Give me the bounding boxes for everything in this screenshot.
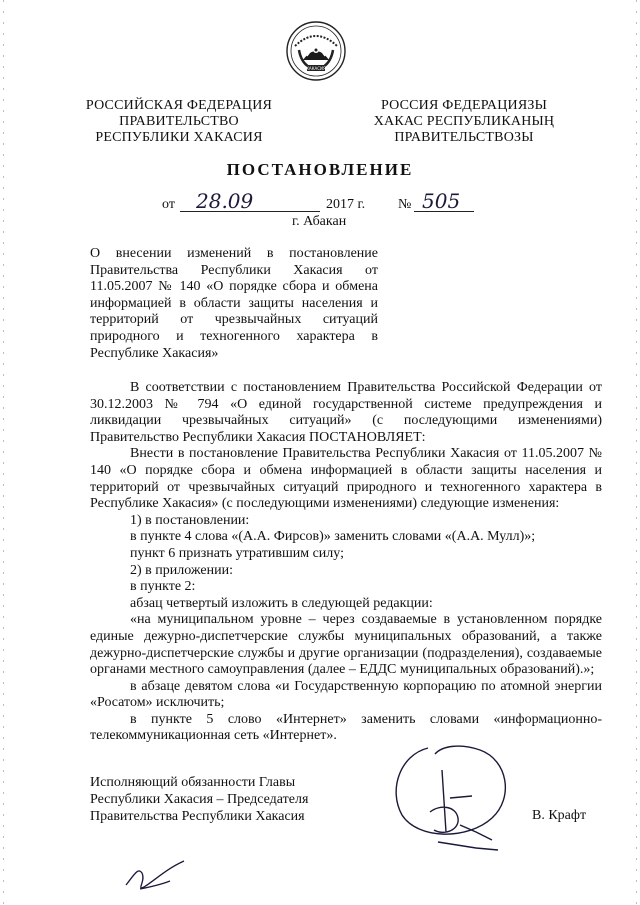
body-paragraph: пункт 6 признать утратившим силу; bbox=[130, 545, 344, 561]
header-right bbox=[358, 98, 570, 146]
handwritten-number: 505 bbox=[422, 189, 461, 213]
city: г. Абакан bbox=[292, 214, 347, 229]
body-paragraph: в абзаце девятом слова «и Государственную корпорацию по атомной энергии «Росатом» исключить; bbox=[90, 678, 602, 711]
body-paragraph: абзац четвертый изложить в следующей редакции: bbox=[130, 595, 433, 611]
signatory-line1: Исполняющий обязанности Главы bbox=[90, 775, 296, 790]
header-left bbox=[78, 98, 280, 146]
year-label: 2017 г. bbox=[326, 197, 366, 212]
signatory-line3: Правительства Республики Хакасия bbox=[90, 809, 305, 824]
body-paragraph: в пункте 5 слово «Интернет» заменить словами «информационно-телекоммуникационная сеть «Интернет». bbox=[90, 711, 602, 744]
body-paragraph: В соответствии с постановлением Правительства Российской Федерации от 30.12.2003 № 794 «О единой государственной системе предупреждения и ликвидации чрезвычайных ситуаций» (с последующими изменениями) Правительство Республики Хакасия ПОСТАНОВЛЯЕТ: bbox=[90, 380, 602, 445]
signatory-title bbox=[90, 774, 350, 825]
scan-edge-right bbox=[635, 0, 638, 905]
emblem-motto: ХАКАСИЯ bbox=[306, 66, 326, 71]
body-paragraph: в пункте 4 слова «(А.А. Фирсов)» заменить словами «(А.А. Мулл)»; bbox=[130, 529, 536, 545]
body-paragraph: в пункте 2: bbox=[130, 579, 196, 595]
header-left-line3: РЕСПУБЛИКИ ХАКАСИЯ bbox=[95, 130, 263, 145]
body-text bbox=[90, 380, 602, 745]
header-right-line3: ПРАВИТЕЛЬСТВОЗЫ bbox=[394, 130, 534, 145]
number-label: № bbox=[398, 197, 412, 212]
body-paragraph: 1) в постановлении: bbox=[130, 512, 250, 528]
number-line bbox=[0, 189, 640, 215]
header-left-line1: РОССИЙСКАЯ ФЕДЕРАЦИЯ bbox=[85, 98, 273, 113]
signatory-name: В. Крафт bbox=[532, 808, 587, 823]
from-label: от bbox=[162, 197, 175, 212]
body-paragraph: 2) в приложении: bbox=[130, 562, 233, 578]
subject-text: О внесении изменений в постановление Правительства Республики Хакасия от 11.05.2007 № 140 «О порядке сбора и обмена информацией в области защиты населения и территорий от чрезвычайных ситуаций природного и техногенного характера в Республике Хакасия» bbox=[90, 246, 378, 361]
handwritten-date: 28.09 bbox=[196, 189, 254, 213]
scan-edge-left bbox=[2, 0, 5, 905]
body-paragraph: «на муниципальном уровне – через создаваемые в установленном порядке единые дежурно-диспетчерские службы муниципальных образований, а также дежурно-диспетчерские службы и другие организации (подразделения), создаваемые органами местного самоуправления (далее – ЕДДС муниципальных образований).»; bbox=[90, 612, 602, 678]
header-left-line2: ПРАВИТЕЛЬСТВО bbox=[119, 114, 239, 129]
handwritten-signature bbox=[380, 740, 520, 870]
handwritten-initials bbox=[120, 855, 190, 895]
header-right-line2: ХАКАС РЕСПУБЛИКАНЫҢ bbox=[373, 114, 555, 129]
body-paragraph: Внести в постановление Правительства Республики Хакасия от 11.05.2007 № 140 «О порядке сбора и обмена информацией в области защиты населения и территорий от чрезвычайных ситуаций природного и техногенного характера в Республике Хакасия» (с последующими изменениями) следующие изменения: bbox=[90, 446, 602, 512]
coat-of-arms-icon bbox=[285, 20, 347, 82]
document-title: ПОСТАНОВЛЕНИЕ bbox=[226, 160, 414, 179]
header-right-line1: РОССИЯ ФЕДЕРАЦИЯЗЫ bbox=[380, 98, 548, 113]
signatory-line2: Республики Хакасия – Председателя bbox=[90, 792, 309, 807]
